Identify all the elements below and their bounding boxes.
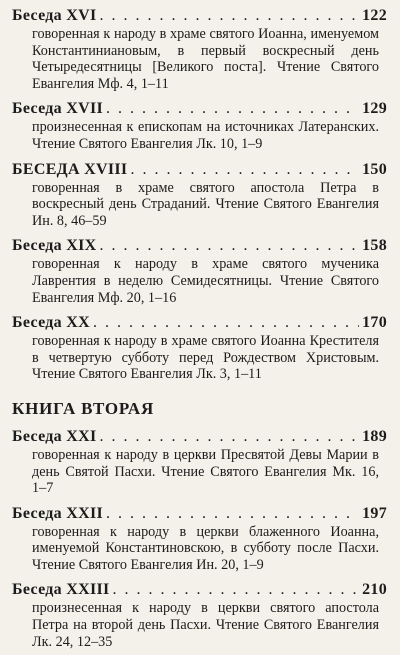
leader-dots (100, 427, 360, 447)
entry-page-number: 197 (362, 504, 387, 522)
entry-page-number: 170 (362, 314, 387, 332)
leader-dots (100, 236, 360, 256)
toc-entry-17 (12, 99, 387, 152)
entry-heading (12, 580, 387, 600)
toc-entry-20 (12, 313, 387, 383)
toc-entry-18 (12, 160, 387, 230)
entry-title: Беседа XXII (12, 504, 104, 522)
entry-heading (12, 6, 387, 26)
leader-dots (106, 99, 359, 119)
entry-heading (12, 160, 387, 180)
entry-heading (12, 99, 387, 119)
entry-page-number: 158 (362, 237, 387, 255)
entry-description: произнесенная к народу в церкви святого апостола Петра на второй день Пасхи. Чтение Святого Евангелия Лк. 24, 12–35 (32, 600, 379, 650)
entry-title: Беседа XXIII (12, 581, 110, 599)
entry-heading (12, 313, 387, 333)
entry-description: говоренная к народу в церкви Пресвятой Девы Марии в день Святой Пасхи. Чтение Святого Евангелия Мк. 16, 1–7 (32, 446, 379, 497)
entry-page-number: 129 (362, 100, 387, 118)
leader-dots (106, 504, 359, 524)
entry-heading (12, 236, 387, 256)
entry-description-line: именуемом Константиниановым, в первый воскресный день Четыредесятницы [Великого поста]. Чтение Святого Евангелия Мф. 4, 1–11 (32, 26, 379, 92)
entry-page-number: 150 (362, 160, 387, 178)
entry-description (12, 26, 387, 92)
entry-description: говоренная к народу в церкви блаженного Иоанна, именуемой Константиновскою, в субботу после Пасхи. Чтение Святого Евангелия Ин. 20, 1–9 (32, 523, 379, 573)
entry-heading (12, 427, 387, 447)
leader-dots (113, 580, 360, 600)
entry-page-number: 189 (362, 427, 387, 445)
toc-entry-21 (12, 427, 387, 497)
toc-entry-16 (12, 6, 387, 92)
entry-title: Беседа XX (12, 314, 90, 332)
entry-title: Беседа XVII (12, 100, 104, 118)
toc-entry-23 (12, 580, 387, 650)
entry-heading (12, 504, 387, 524)
entry-description: говоренная к народу в храме святого Иоанна Крестителя в четвертую субботу перед Рождеством Христовым. Чтение Святого Евангелия Лк. 3, 1–11 (32, 333, 379, 383)
toc-entry-22 (12, 504, 387, 574)
entry-title: БЕСЕДА XVIII (12, 160, 128, 178)
entry-description: произнесенная к епископам на источниках Латеранских. Чтение Святого Евангелия Лк. 10, 1–9 (32, 119, 379, 152)
entry-page-number: 122 (362, 7, 387, 24)
section-heading: КНИГА ВТОРАЯ (12, 398, 155, 418)
entry-title: Беседа XVI (12, 7, 97, 24)
leader-dots (130, 160, 359, 180)
entry-description-line: говоренная к народу в храме святого Иоанна, (32, 26, 307, 42)
entry-title: Беседа XXI (12, 427, 97, 445)
entry-description: говоренная в храме святого апостола Петра в воскресный день Страданий. Чтение Святого Евангелия Ин. 8, 46–59 (32, 179, 379, 229)
toc-entry-19 (12, 236, 387, 306)
leader-dots (93, 313, 359, 333)
entry-description: говоренная к народу в храме святого мученика Лаврентия в неделю Семидесятницы. Чтение Святого Евангелия Мф. 20, 1–16 (32, 256, 379, 306)
leader-dots (100, 6, 360, 26)
entry-page-number: 210 (362, 581, 387, 599)
entry-title: Беседа XIX (12, 237, 97, 255)
